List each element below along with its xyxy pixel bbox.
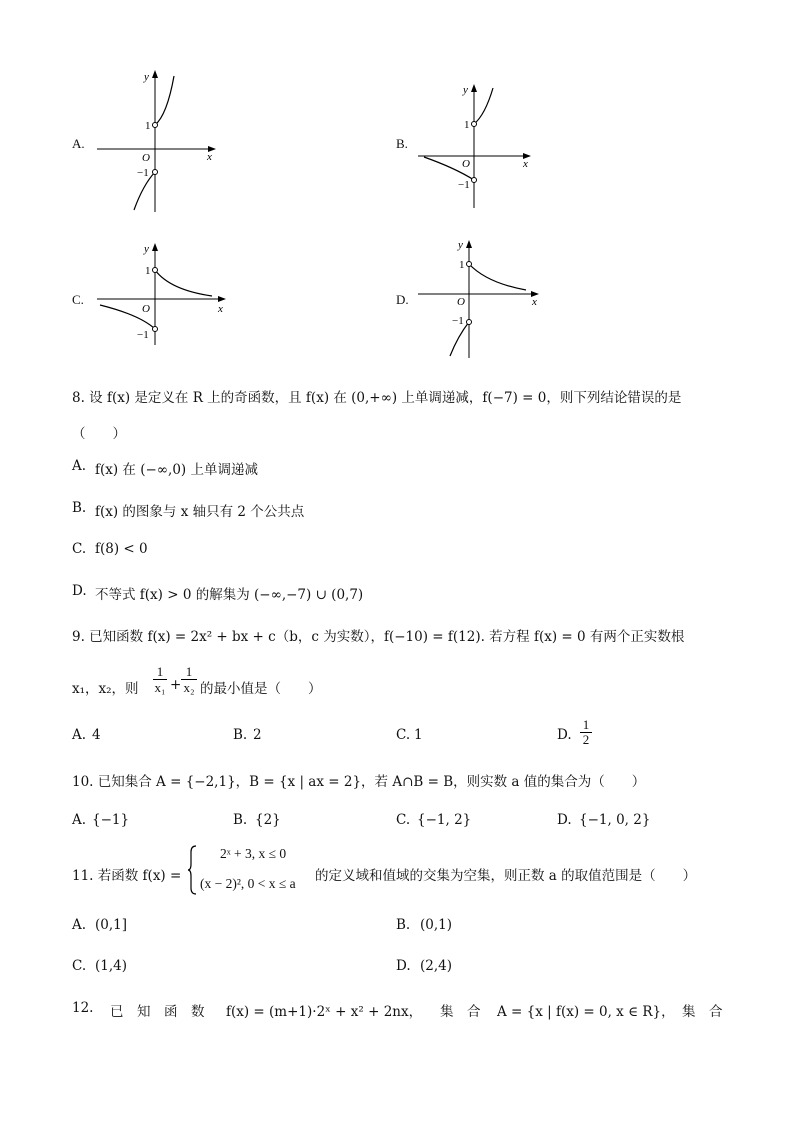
q12-text-1: 已 知 函 数 (110, 1004, 205, 1020)
q9-option-d-fraction (580, 718, 592, 747)
graph-d-origin: O (457, 296, 465, 308)
q9-plus: + (170, 677, 182, 693)
q11-option-d-text: (2,4) (420, 958, 453, 974)
q9-option-d-num: 1 (582, 717, 590, 732)
graph-b-tick-top: 1 (464, 119, 470, 131)
q8-paren: （ ） (72, 426, 126, 442)
q9-option-c-label: C. (396, 727, 411, 743)
q8-option-d-label: D. (72, 583, 87, 599)
graph-a-y-label: y (144, 71, 149, 83)
graph-d-y-label: y (458, 239, 463, 251)
q11-stem-post: 的定义域和值域的交集为空集，则正数 a 的取值范围是（ ） (315, 868, 697, 884)
q8-option-b-text: f(x) 的图象与 x 轴只有 2 个公共点 (95, 504, 305, 520)
q10-option-a-text: {−1} (92, 812, 130, 828)
q9-stem-part1: x₁，x₂，则 (72, 681, 139, 697)
q8-option-b-label: B. (72, 500, 87, 516)
graph-c-tick-top: 1 (145, 265, 151, 277)
q10-stem: 10. 已知集合 A = {−2,1}，B = {x | ax = 2}，若 A∩B = B，则实数 a 值的集合为（ ） (72, 774, 646, 790)
q11-stem-pre: 11. 若函数 f(x) = (72, 868, 182, 884)
graph-b-y-label: y (463, 84, 468, 96)
q9-option-d-label: D. (557, 727, 572, 743)
q10-option-d-text: {−1, 0, 2} (579, 812, 651, 828)
q11-option-c-label: C. (72, 958, 87, 974)
q11-option-a-label: A. (72, 917, 87, 933)
q8-option-a-label: A. (72, 458, 87, 474)
q10-option-d-label: D. (557, 812, 572, 828)
graph-c-origin: O (142, 303, 150, 315)
q12-number: 12. (72, 1000, 94, 1016)
q8-option-d-text: 不等式 f(x) > 0 的解集为 (−∞,−7) ∪ (0,7) (95, 587, 364, 603)
graph-d-tick-top: 1 (459, 259, 465, 271)
q12-text-2: 集 合 (440, 1004, 481, 1020)
q9-option-a-text: 4 (92, 727, 101, 743)
graph-d-label: D. (396, 292, 409, 307)
q9-fraction-1 (153, 664, 167, 695)
q12-formula: f(x) = (m+1)·2ˣ + x² + 2nx， (226, 1004, 423, 1020)
q10-option-b-text: {2} (255, 812, 281, 828)
graph-c-x-label: x (218, 303, 223, 315)
graph-b-origin: O (462, 158, 470, 170)
q10-option-c-text: {−1, 2} (417, 812, 472, 828)
graph-a-label: A. (72, 136, 85, 151)
q9-fraction-2-den: x₂ (181, 679, 197, 695)
graph-d-tick-bottom: −1 (452, 315, 464, 327)
q8-option-c-label: C. (72, 541, 87, 557)
q12-text-3: 集 合 (682, 1004, 723, 1020)
q11-option-a-text: (0,1] (95, 917, 128, 933)
q9-fraction-2-num: 1 (185, 664, 193, 679)
graph-d-x-label: x (532, 296, 537, 308)
q9-option-a-label: A. (72, 727, 87, 743)
graph-c-label: C. (72, 292, 84, 307)
q8-option-a-text: f(x) 在 (−∞,0) 上单调递减 (95, 462, 258, 478)
graph-b-tick-bottom: −1 (458, 179, 470, 191)
q10-option-b-label: B. (233, 812, 248, 828)
graph-d (0, 0, 794, 400)
q11-option-b-label: B. (396, 917, 411, 933)
graph-a-origin: O (142, 152, 150, 164)
q8-stem: 8. 设 f(x) 是定义在 R 上的奇函数，且 f(x) 在 (0,+∞) 上单调递减，f(−7) = 0，则下列结论错误的是 (72, 390, 682, 406)
q9-option-d-den: 2 (580, 732, 592, 747)
q9-fraction-2 (181, 664, 197, 695)
q11-option-c-text: (1,4) (95, 958, 128, 974)
q11-case-1: 2ˣ + 3, x ≤ 0 (220, 846, 287, 861)
graph-c-y-label: y (144, 243, 149, 255)
q9-option-b-label: B. (233, 727, 248, 743)
q8-option-c-text: f(8) < 0 (95, 541, 148, 557)
graph-b-x-label: x (523, 158, 528, 170)
q11-brace (188, 844, 198, 896)
q9-stem: 9. 已知函数 f(x) = 2x² + bx + c（b，c 为实数），f(−10) = f(12). 若方程 f(x) = 0 有两个正实数根 (72, 629, 685, 645)
graph-a-tick-bottom: −1 (137, 167, 149, 179)
graph-c-tick-bottom: −1 (137, 329, 149, 341)
graph-b-label: B. (396, 136, 408, 151)
q11-case-2: (x − 2)², 0 < x ≤ a (200, 876, 296, 891)
graph-a-x-label: x (207, 151, 212, 163)
graph-a-tick-top: 1 (145, 120, 151, 132)
q10-option-c-label: C. (396, 812, 411, 828)
q9-fraction-1-den: x₁ (154, 680, 166, 695)
q9-option-b-text: 2 (253, 727, 262, 743)
q11-option-d-label: D. (396, 958, 411, 974)
q9-fraction-1-num: 1 (156, 664, 164, 679)
q9-stem-part2: 的最小值是（ ） (200, 681, 322, 697)
q9-option-c-text: 1 (414, 727, 423, 743)
q12-set-a: A = {x | f(x) = 0, x ∈ R}， (497, 1004, 675, 1020)
q10-option-a-label: A. (72, 812, 87, 828)
q11-option-b-text: (0,1) (420, 917, 453, 933)
